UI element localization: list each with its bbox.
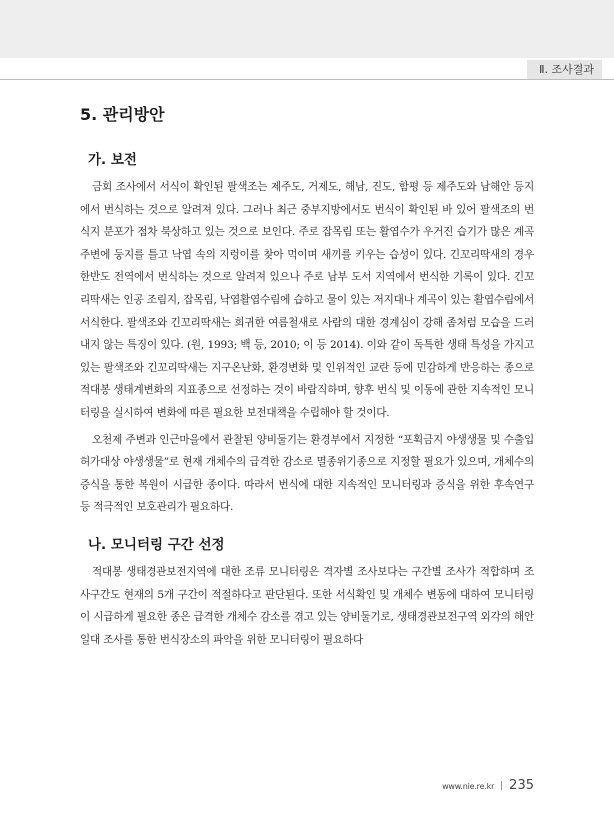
paragraph: 적대봉 생태경관보전지역에 대한 조류 모니터링은 격자별 조사보다는 구간별 조사가 적합하며 조사구간도 현재의 5개 구간이 적절하다고 판단된다. 또한 서식확인 및 개체수 변동에 대하여 모니터링이 시급하게 필요한 종은 급격한 개체수 감소를 겪고 있는 양비둘기로, 생태경관보전구역 외각의 해안일대 조사를 통한 번식장소의 파악을 위한 모니터링이 필요하다 <box>80 565 534 646</box>
footer-url: www.nie.re.kr <box>442 782 495 791</box>
section-title: 5. 관리방안 <box>80 105 165 124</box>
page-footer <box>442 778 534 793</box>
paragraph: 금회 조사에서 서식이 확인된 팔색조는 제주도, 거제도, 해남, 진도, 함평 등 제주도와 남해안 등지에서 번식하는 것으로 알려져 있다. 그러나 최근 중부지방에서도 번식이 확인된 바 있어 팔색조의 번식지 분포가 점차 북상하고 있는 것으로 보인다. 주로 잡목림 또는 활엽수가 우거진 습기가 많은 계곡주변에 둥지를 틀고 낙엽 속의 지렁이를 찾아 먹이며 새끼를 키우는 습성이 있다. 긴꼬리딱새의 경우 한반도 전역에서 번식하는 것으로 알려져 있으나 주로 남부 도서 지역에서 번식한 기록이 있다. 긴꼬리딱새는 인공 조림지, 잡목림, 낙엽활엽수림에 습하고 물이 있는 저지대나 계곡이 있는 활엽수림에서 서식한다. 팔색조와 긴꼬리딱새는 희귀한 여름철새로 사람의 대한 경계심이 강해 좀처럼 모습을 드러내지 않는 특징이 있다. (원, 1993; 백 등, 2010; 이 등 2014). 이와 같이 독특한 생태 특성을 가지고 있는 팔색조와 긴꼬리딱새는 지구온난화, 환경변화 및 인위적인 교란 등에 민감하게 반응하는 종으로 적대봉 생태계변화의 지표종으로 선정하는 것이 바람직하며, 향후 번식 및 이동에 관한 지속적인 모니터링을 실시하여 변화에 따른 필요한 보전대책을 수립해야 할 것이다. <box>80 181 534 419</box>
subsection-title-monitoring: 나. 모니터링 구간 선정 <box>88 536 225 553</box>
footer-divider <box>501 781 502 790</box>
subsection-title-conservation: 가. 보전 <box>88 152 137 168</box>
chapter-label: Ⅱ. 조사결과 <box>527 60 602 79</box>
header-band <box>0 0 614 58</box>
page-body <box>80 104 534 651</box>
header-divider <box>0 79 614 80</box>
page-number: 235 <box>509 778 534 793</box>
paragraph: 오천제 주변과 인근마을에서 관찰된 양비둘기는 환경부에서 지정한 “포획금지 야생생물 및 수출입 허가대상 야생생물”로 현재 개체수의 급격한 감소로 멸종위기종으로 지정할 필요가 있으며, 개체수의 증식을 통한 복원이 시급한 종이다. 따라서 번식에 대한 지속적인 모니터링과 증식을 위한 후속연구 등 적극적인 보호관리가 필요하다. <box>80 433 534 514</box>
